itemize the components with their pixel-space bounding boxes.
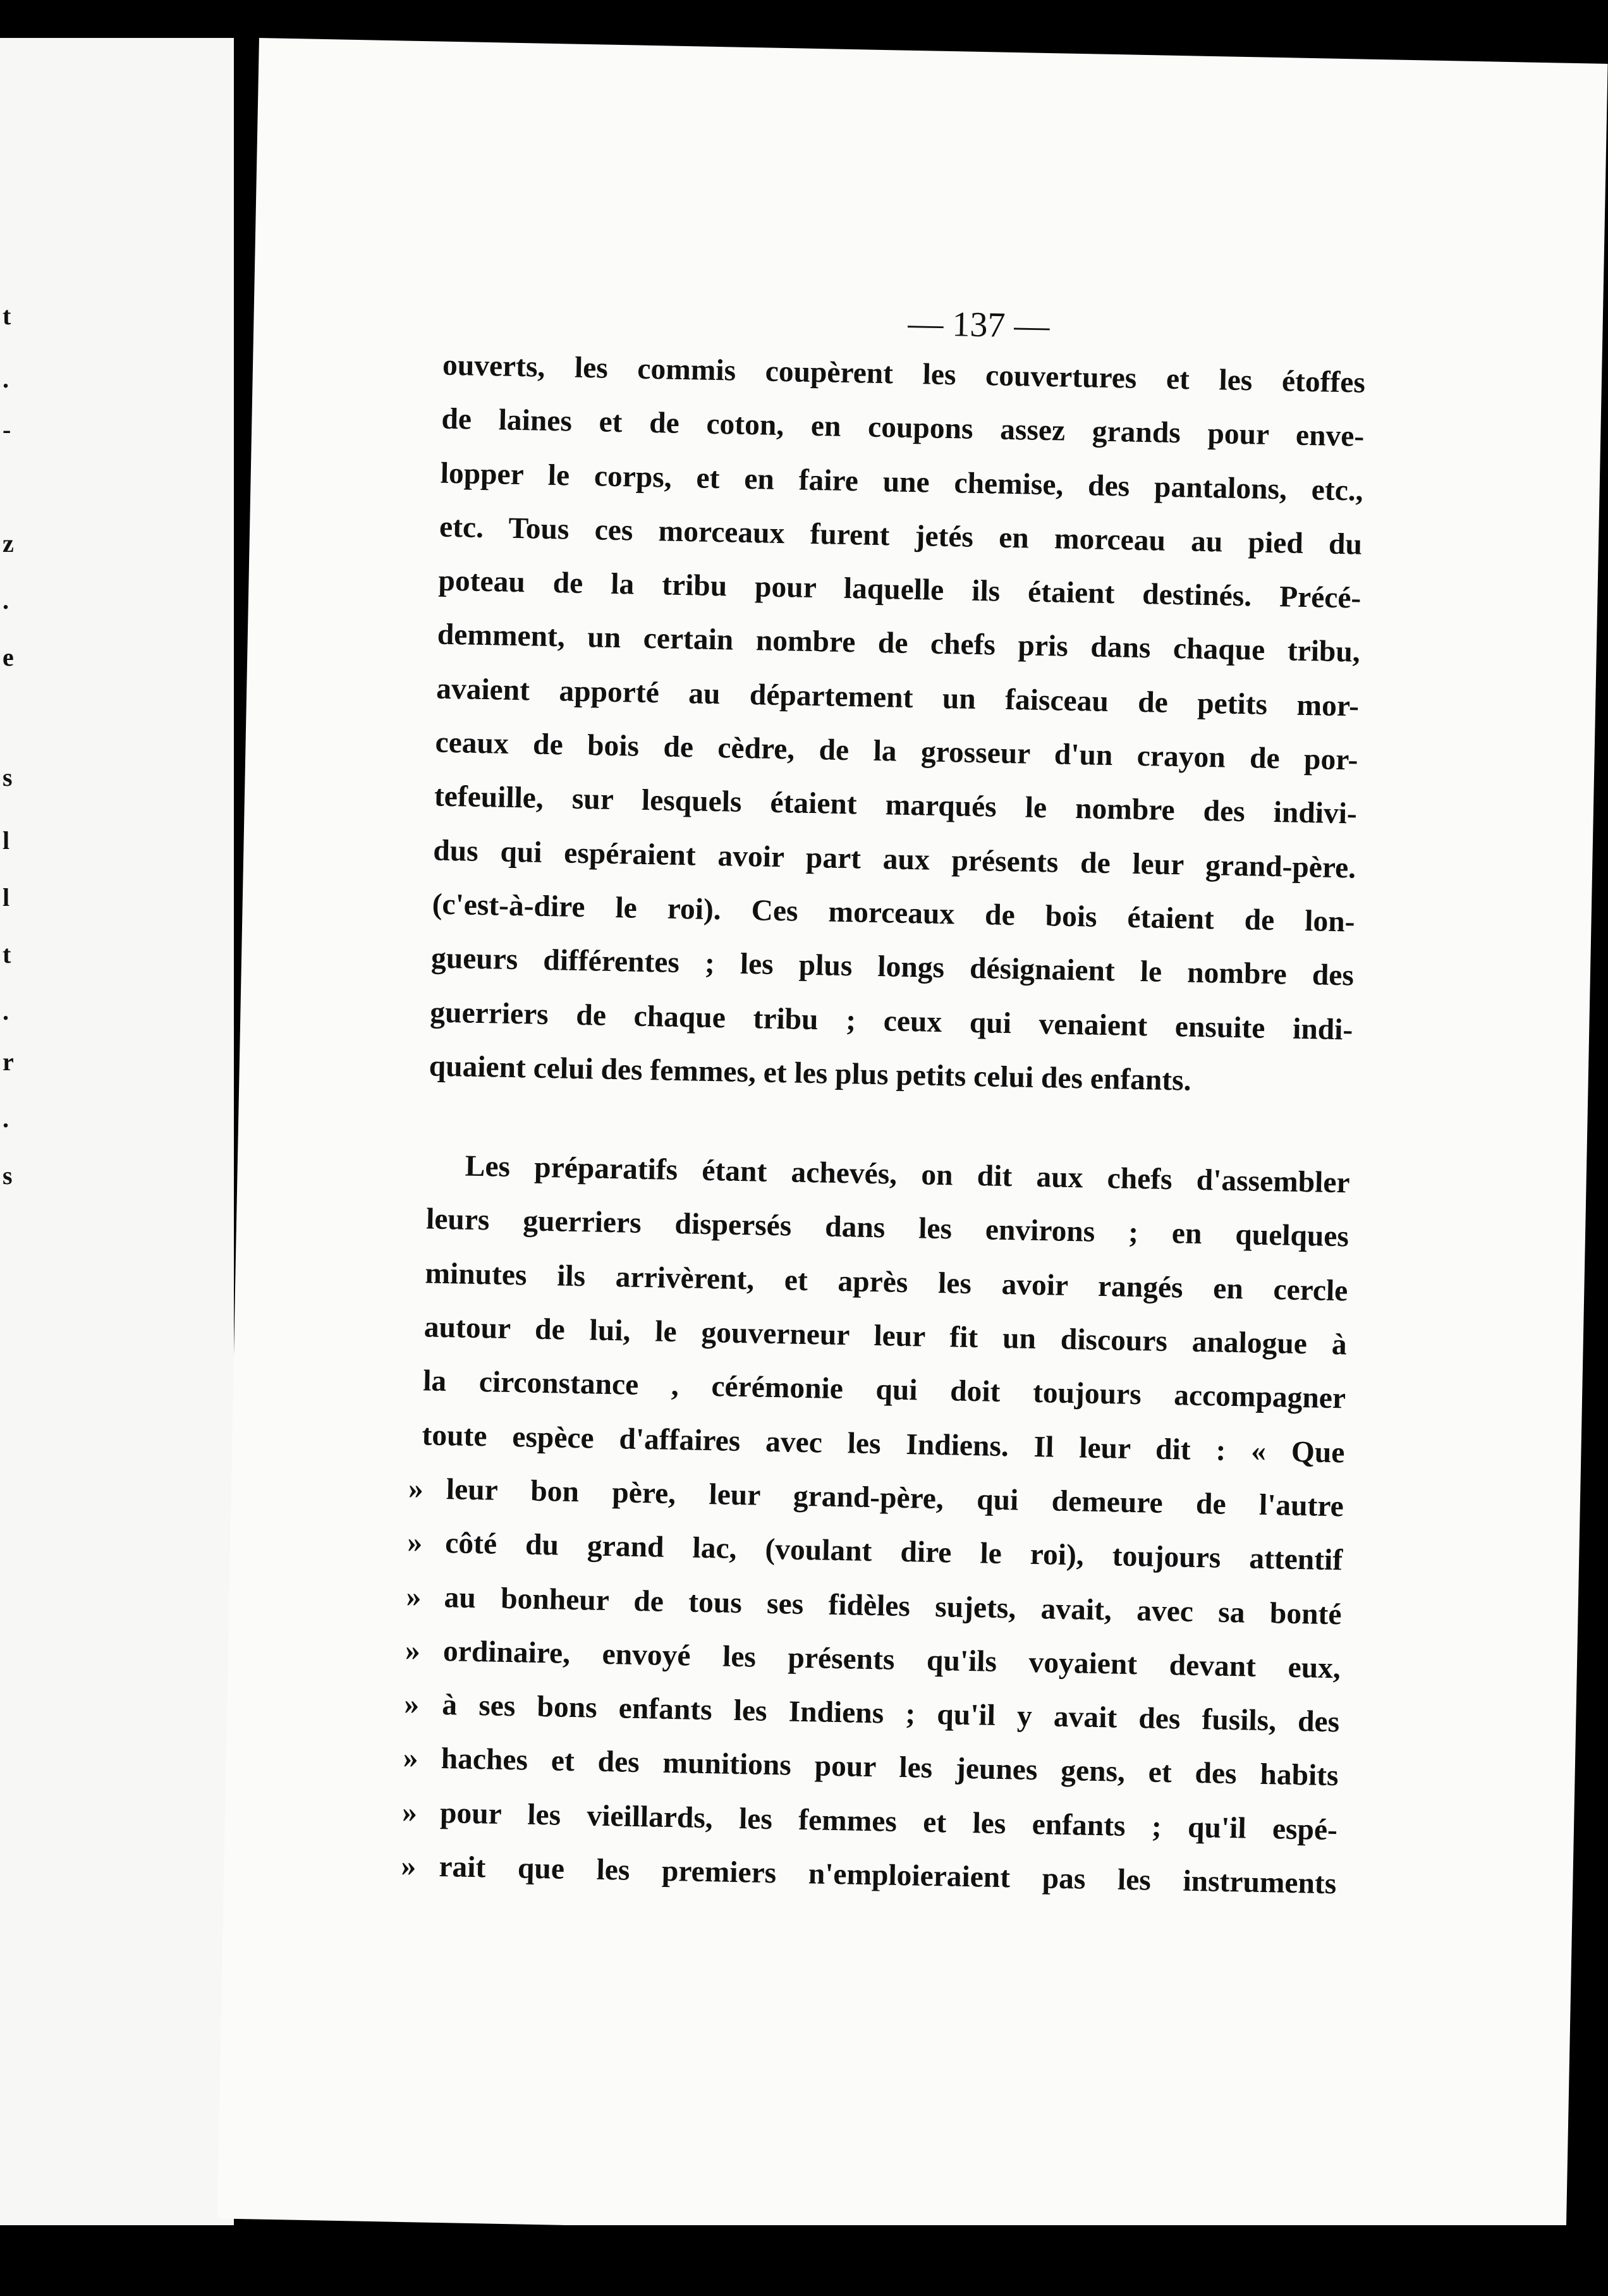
- text-line: demment, un certain nombre de chefs pris dans chaque tribu,: [437, 618, 1361, 669]
- text-line: la circonstance , cérémonie qui doit toujours accompagner: [422, 1364, 1346, 1415]
- quoted-text: côté du grand lac, (voulant dire le roi), toujours attentif: [444, 1527, 1343, 1577]
- left-fragment: s: [3, 763, 13, 791]
- left-fragment: t: [3, 940, 11, 968]
- quote-mark: »: [401, 1849, 417, 1883]
- left-fragment: l: [3, 826, 10, 855]
- quoted-text: à ses bons enfants les Indiens ; qu'il y avait des fusils, des: [441, 1688, 1340, 1739]
- text-line: leurs guerriers dispersés dans les environs ; en quelques: [425, 1202, 1349, 1254]
- left-fragment: s: [3, 1161, 13, 1190]
- quoted-text: ordinaire, envoyé les présents qu'ils voyaient devant eux,: [442, 1634, 1341, 1685]
- left-page-edge: [0, 38, 234, 2288]
- quote-mark: »: [408, 1472, 424, 1506]
- text-line: etc. Tous ces morceaux furent jetés en morceau au pied du: [439, 510, 1363, 561]
- text-line: ceaux de bois de cèdre, de la grosseur d'un crayon de por-: [435, 726, 1358, 777]
- quoted-text: au bonheur de tous ses fidèles sujets, avait, avec sa bonté: [444, 1580, 1342, 1631]
- quote-mark: »: [401, 1795, 418, 1829]
- scan-bottom-border: [0, 2225, 1608, 2296]
- left-page-text-fragments: [0, 38, 25, 2288]
- text-line: dus qui espéraient avoir part aux présents de leur grand-père.: [432, 834, 1356, 885]
- left-fragment: .: [3, 997, 9, 1025]
- quote-mark: »: [406, 1580, 422, 1613]
- left-fragment: z: [3, 529, 14, 558]
- quoted-text: haches et des munitions pour les jeunes gens, et des habits: [441, 1742, 1339, 1793]
- text-line: guerriers de chaque tribu ; ceux qui venaient ensuite indi-: [429, 996, 1353, 1047]
- text-line: (c'est-à-dire le roi). Ces morceaux de bois étaient de lon-: [432, 888, 1355, 939]
- text-line: de laines et de coton, en coupons assez grands pour enve-: [441, 402, 1365, 453]
- right-page: [217, 38, 1608, 2244]
- left-fragment: r: [3, 1047, 14, 1076]
- left-fragment: l: [3, 883, 10, 912]
- text-line: Les préparatifs étant achevés, on dit aux chefs d'assembler: [465, 1149, 1351, 1200]
- text-line: tefeuille, sur lesquels étaient marqués le nombre des indivi-: [434, 779, 1358, 831]
- quote-mark: »: [403, 1688, 420, 1721]
- text-line: minutes ils arrivèrent, et après les avoir rangés en cercle: [425, 1257, 1348, 1308]
- paragraph-1: [429, 339, 1366, 1111]
- text-line: quaient celui des femmes, et les plus petits celui des enfants.: [429, 1049, 1192, 1097]
- page-body-text: [401, 339, 1366, 1912]
- quote-mark: »: [405, 1633, 421, 1668]
- quote-mark: »: [406, 1526, 423, 1560]
- paragraph-2: [401, 1139, 1351, 1912]
- quote-mark: »: [403, 1742, 419, 1775]
- quoted-text: pour les vieillards, les femmes et les enfants ; qu'il espé-: [439, 1796, 1338, 1847]
- text-line: avaient apporté au département un faisceau de petits mor-: [436, 672, 1360, 723]
- left-fragment: -: [3, 415, 11, 444]
- text-line: ouverts, les commis coupèrent les couvertures et les étoffes: [442, 348, 1366, 400]
- text-line: lopper le corps, et en faire une chemise, des pantalons, etc.,: [440, 456, 1364, 508]
- left-fragment: t: [3, 302, 11, 330]
- text-line: autour de lui, le gouverneur leur fit un discours analogue à: [423, 1310, 1348, 1362]
- text-line: gueurs différentes ; les plus longs désignaient le nombre des: [430, 941, 1355, 992]
- quoted-text: rait que les premiers n'emploieraient pas les instruments: [439, 1850, 1337, 1901]
- left-fragment: .: [3, 1104, 9, 1133]
- text-line: poteau de la tribu pour laquelle ils étaient destinés. Précé-: [438, 564, 1361, 615]
- text-line: toute espèce d'affaires avec les Indiens. Il leur dit : « Que: [422, 1418, 1345, 1470]
- left-fragment: .: [3, 586, 9, 614]
- quoted-text: leur bon père, leur grand-père, qui demeure de l'autre: [446, 1473, 1344, 1524]
- left-fragment: .: [3, 365, 9, 393]
- page-number: — 137 —: [907, 303, 1051, 346]
- left-fragment: e: [3, 643, 14, 671]
